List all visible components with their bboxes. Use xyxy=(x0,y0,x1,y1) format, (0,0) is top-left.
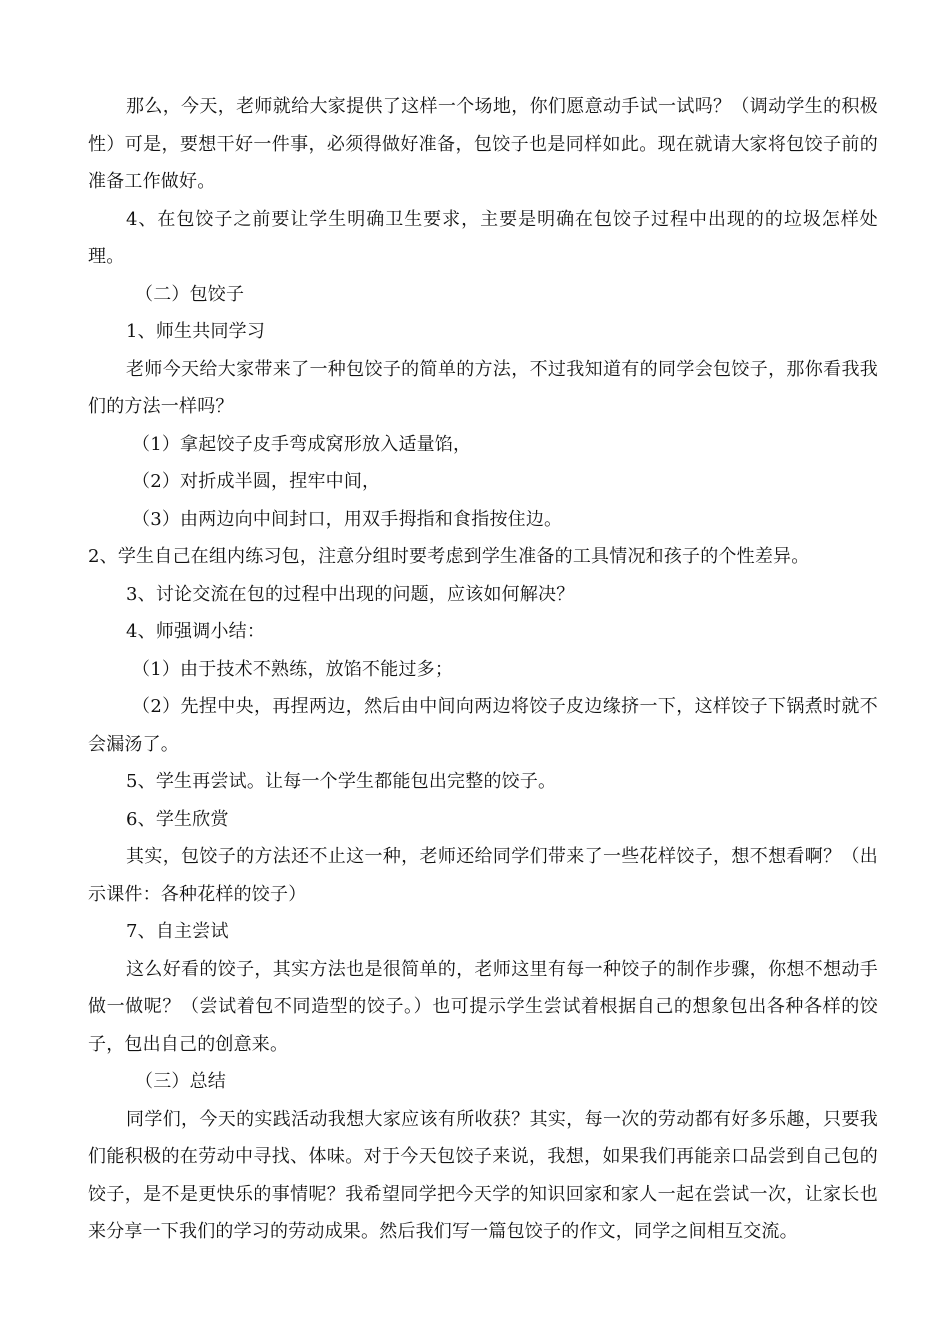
subheading-4: 4、师强调小结： xyxy=(126,621,266,642)
section-heading-2: （二）包饺子 xyxy=(135,283,245,305)
subheading-2: 2、学生自己在组内练习包，注意分组时要考虑到学生准备的工具情况和孩子的个性差异。 xyxy=(88,546,810,567)
self-try-paragraph: 这么好看的饺子，其实方法也是很简单的，老师这里有每一种饺子的制作步骤，你想不想动手做一做呢？（尝试着包不同造型的饺子。）也可提示学生尝试着根据自己的想象包出各种各样的饺子，包出自己的创意来。 xyxy=(88,958,878,1055)
method-intro-paragraph: 老师今天给大家带来了一种包饺子的简单的方法，不过我知道有的同学会包饺子，那你看我我们的方法一样吗？ xyxy=(88,358,878,417)
subheading-5: 5、学生再尝试。让每一个学生都能包出完整的饺子。 xyxy=(126,771,557,792)
subheading-7: 7、自主尝试 xyxy=(126,921,229,942)
document-body xyxy=(88,88,878,1251)
conclusion-paragraph: 同学们，今天的实践活动我想大家应该有所收获？其实，每一次的劳动都有好多乐趣，只要我们能积极的在劳动中寻找、体味。对于今天包饺子来说，我想，如果我们再能亲口品尝到自己包的饺子，是不是更快乐的事情呢？我希望同学把今天学的知识回家和家人一起在尝试一次，让家长也来分享一下我们的学习的劳动成果。然后我们写一篇包饺子的作文，同学之间相互交流。 xyxy=(88,1108,878,1242)
step-4-hygiene: 4、在包饺子之前要让学生明确卫生要求，主要是明确在包饺子过程中出现的的垃圾怎样处理。 xyxy=(88,208,878,267)
summary-point-2: （2）先捏中央，再捏两边，然后由中间向两边将饺子皮边缘挤一下，这样饺子下锅煮时就不会漏汤了。 xyxy=(88,696,878,755)
intro-paragraph: 那么，今天，老师就给大家提供了这样一个场地，你们愿意动手试一试吗？（调动学生的积极性）可是，要想干好一件事，必须得做好准备，包饺子也是同样如此。现在就请大家将包饺子前的准备工作做好。 xyxy=(88,96,878,192)
method-step-2: （2）对折成半圆，捏牢中间， xyxy=(132,471,381,492)
subheading-1: 1、师生共同学习 xyxy=(126,321,266,342)
appreciation-paragraph: 其实，包饺子的方法还不止这一种，老师还给同学们带来了一些花样饺子，想不想看啊？（出示课件：各种花样的饺子） xyxy=(88,846,878,905)
section-heading-3: （三）总结 xyxy=(135,1071,226,1092)
summary-point-1: （1）由于技术不熟练，放馅不能过多； xyxy=(132,658,454,680)
subheading-3: 3、讨论交流在包的过程中出现的问题，应该如何解决？ xyxy=(126,583,575,605)
subheading-6: 6、学生欣赏 xyxy=(126,808,229,830)
method-step-1: （1）拿起饺子皮手弯成窝形放入适量馅， xyxy=(132,433,472,455)
method-step-3: （3）由两边向中间封口，用双手拇指和食指按住边。 xyxy=(132,508,563,530)
